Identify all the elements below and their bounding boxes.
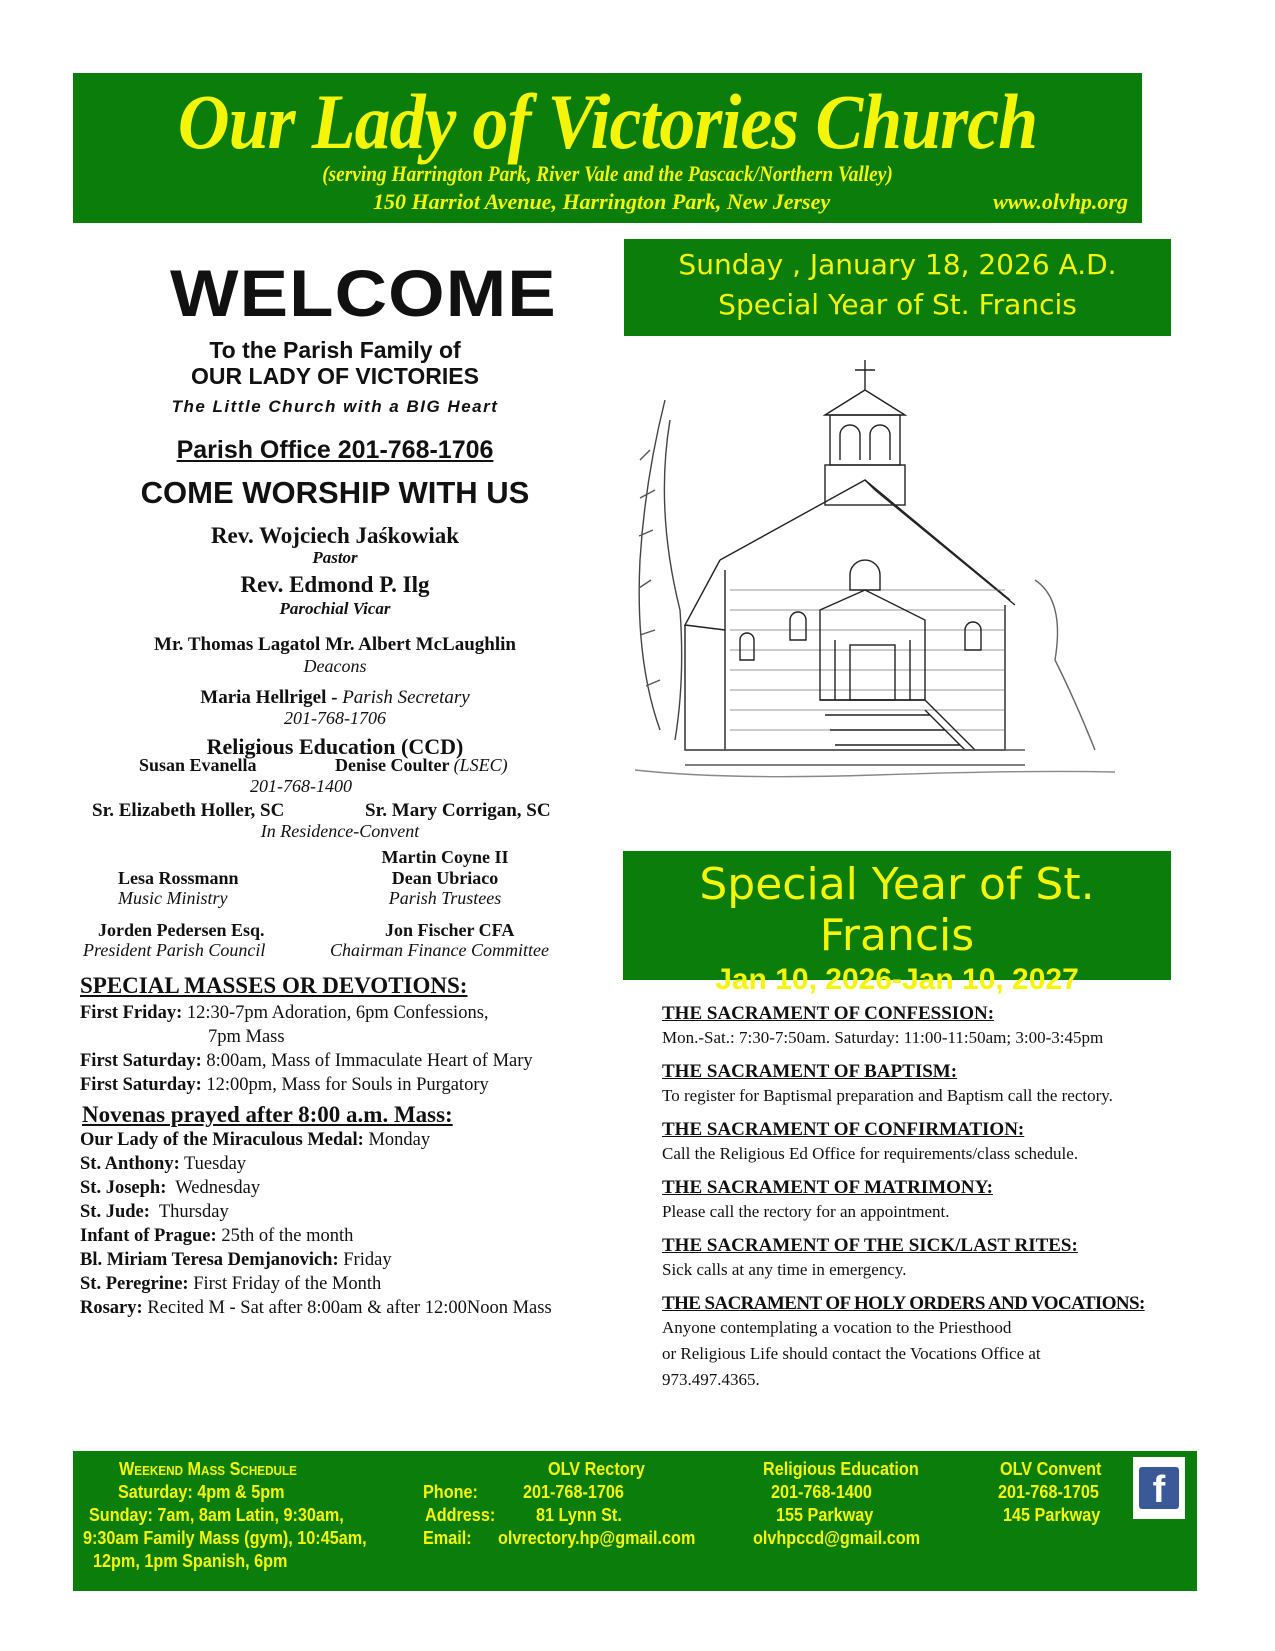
special-mass-item: First Friday: 12:30-7pm Adoration, 6pm Confessions, bbox=[80, 1003, 489, 1023]
sacrament-body: Call the Religious Ed Office for requirements/class schedule. bbox=[662, 1144, 1079, 1163]
bulletin-date: Sunday , January 18, 2026 A.D. bbox=[678, 248, 1117, 281]
religious-ed-address: 155 Parkway bbox=[776, 1505, 874, 1525]
rectory-email-label: Email: bbox=[423, 1528, 472, 1548]
website-link[interactable]: www.olvhp.org bbox=[993, 189, 1128, 214]
mass-schedule-heading: Weekend Mass Schedule bbox=[119, 1459, 297, 1479]
religious-ed-phone[interactable]: 201-768-1400 bbox=[771, 1482, 872, 1502]
secretary bbox=[80, 687, 590, 709]
special-mass-item: First Saturday: 8:00am, Mass of Immaculate Heart of Mary bbox=[80, 1051, 533, 1071]
sacrament-body: Mon.-Sat.: 7:30-7:50am. Saturday: 11:00-11:50am; 3:00-3:45pm bbox=[662, 1028, 1104, 1047]
sacrament-body: To register for Baptismal preparation and Baptism call the rectory. bbox=[662, 1086, 1113, 1105]
novena-item: St. Anthony: Tuesday bbox=[80, 1154, 247, 1174]
mass-schedule-line: Sunday: 7am, 8am Latin, 9:30am, bbox=[89, 1505, 344, 1525]
st-francis-dates: Jan 10, 2026-Jan 10, 2027 bbox=[715, 963, 1079, 996]
novena-item: Our Lady of the Miraculous Medal: Monday bbox=[80, 1130, 431, 1150]
sacrament-sick bbox=[662, 1234, 1182, 1283]
special-masses-heading: SPECIAL MASSES OR DEVOTIONS: bbox=[80, 973, 468, 998]
welcome-heading: WELCOME bbox=[170, 256, 557, 330]
sacrament-matrimony bbox=[662, 1176, 1182, 1225]
sacrament-heading: THE SACRAMENT OF BAPTISM: bbox=[662, 1061, 958, 1082]
date-banner bbox=[624, 239, 1171, 336]
special-masses-list bbox=[80, 1001, 533, 1097]
novenas-list bbox=[80, 1128, 552, 1320]
footer-contact-bar bbox=[73, 1451, 1197, 1591]
sister-2: Sr. Mary Corrigan, SC bbox=[365, 800, 551, 821]
secretary-phone: 201-768-1706 bbox=[284, 708, 386, 728]
serving-subtitle: (serving Harrington Park, River Vale and the Pascack/Northern Valley) bbox=[322, 161, 893, 186]
deacons-names: Mr. Thomas Lagatol Mr. Albert McLaughlin bbox=[154, 634, 516, 655]
sacrament-heading: THE SACRAMENT OF CONFIRMATION: bbox=[662, 1119, 1025, 1140]
pastor-role: Pastor bbox=[312, 548, 358, 567]
novena-item: Infant of Prague: 25th of the month bbox=[80, 1226, 354, 1246]
sacrament-confirmation bbox=[662, 1118, 1182, 1167]
vicar-name: Rev. Edmond P. Ilg bbox=[240, 572, 430, 597]
facebook-button[interactable] bbox=[1133, 1457, 1185, 1519]
parish-office-phone[interactable]: Parish Office 201-768-1706 bbox=[176, 436, 494, 464]
religious-ed-email[interactable]: olvhpccd@gmail.com bbox=[753, 1528, 921, 1548]
header-banner bbox=[73, 73, 1142, 223]
mass-schedule-line: 12pm, 1pm Spanish, 6pm bbox=[93, 1551, 288, 1571]
sacrament-body: Please call the rectory for an appointment. bbox=[662, 1202, 950, 1221]
rectory-heading: OLV Rectory bbox=[548, 1459, 645, 1479]
novena-item: St. Peregrine: First Friday of the Month bbox=[80, 1274, 382, 1294]
ccd-coordinator-2: Denise Coulter (LSEC) bbox=[335, 755, 508, 775]
mass-schedule-line: 9:30am Family Mass (gym), 10:45am, bbox=[83, 1528, 367, 1548]
council-president-name: Jorden Pedersen Esq. bbox=[98, 920, 265, 940]
to-parish-family: To the Parish Family of bbox=[209, 337, 461, 363]
ccd-coordinator-1: Susan Evanella bbox=[139, 755, 257, 775]
finance-chair-name: Jon Fischer CFA bbox=[385, 920, 515, 940]
sacraments-list bbox=[662, 993, 1182, 1393]
sacrament-heading: THE SACRAMENT OF THE SICK/LAST RITES: bbox=[662, 1235, 1078, 1256]
mass-schedule-line: Saturday: 4pm & 5pm bbox=[118, 1482, 285, 1502]
special-mass-item: 7pm Mass bbox=[208, 1027, 285, 1047]
st-francis-banner bbox=[623, 851, 1171, 996]
special-mass-item: First Saturday: 12:00pm, Mass for Souls in Purgatory bbox=[80, 1075, 489, 1095]
rectory-phone[interactable]: 201-768-1706 bbox=[523, 1482, 624, 1502]
sister-1: Sr. Elizabeth Holler, SC bbox=[92, 800, 285, 821]
sacrament-heading: THE SACRAMENT OF MATRIMONY: bbox=[662, 1177, 993, 1198]
finance-role: Chairman Finance Committee bbox=[330, 940, 549, 960]
secretary-name: Maria Hellrigel - bbox=[200, 687, 343, 708]
novena-item: St. Jude: Thursday bbox=[80, 1202, 229, 1222]
church-address: 150 Harriot Avenue, Harrington Park, New Jersey bbox=[373, 189, 831, 214]
convent-heading: OLV Convent bbox=[1000, 1459, 1102, 1479]
rectory-address: 81 Lynn St. bbox=[536, 1505, 622, 1525]
rectory-address-label: Address: bbox=[425, 1505, 496, 1525]
novena-item: Bl. Miriam Teresa Demjanovich: Friday bbox=[80, 1250, 392, 1270]
secretary-role: Parish Secretary bbox=[342, 687, 470, 708]
convent-phone[interactable]: 201-768-1705 bbox=[998, 1482, 1099, 1502]
facebook-icon: f bbox=[1139, 1467, 1179, 1509]
rectory-email[interactable]: olvrectory.hp@gmail.com bbox=[498, 1528, 696, 1548]
trustee-1: Martin Coyne II bbox=[381, 847, 509, 867]
novena-item: St. Joseph: Wednesday bbox=[80, 1178, 261, 1198]
council-role: President Parish Council bbox=[83, 940, 266, 960]
vocations-phone: 973.497.4365. bbox=[662, 1370, 760, 1389]
parish-name: OUR LADY OF VICTORIES bbox=[191, 363, 479, 389]
novenas-heading: Novenas prayed after 8:00 a.m. Mass: bbox=[82, 1102, 453, 1127]
ccd-phone: 201-768-1400 bbox=[250, 776, 352, 796]
church-title: Our Lady of Victories Church bbox=[177, 78, 1038, 165]
vicar-role: Parochial Vicar bbox=[279, 599, 391, 618]
convent-address: 145 Parkway bbox=[1003, 1505, 1101, 1525]
sacrament-holy-orders bbox=[662, 1292, 1182, 1393]
tagline: The Little Church with a BIG Heart bbox=[171, 397, 499, 416]
sacrament-heading: THE SACRAMENT OF HOLY ORDERS AND VOCATIONS: bbox=[662, 1293, 1145, 1314]
sacrament-baptism bbox=[662, 1060, 1182, 1109]
trustees-role: Parish Trustees bbox=[388, 888, 502, 908]
st-francis-title: Special Year of St. Francis bbox=[699, 859, 1095, 961]
special-year-line: Special Year of St. Francis bbox=[718, 288, 1077, 321]
sacrament-confession bbox=[662, 1002, 1182, 1051]
deacons-role: Deacons bbox=[303, 656, 367, 676]
sacrament-body: or Religious Life should contact the Vocations Office at bbox=[662, 1344, 1041, 1363]
music-role: Music Ministry bbox=[118, 888, 228, 908]
come-worship-heading: COME WORSHIP WITH US bbox=[140, 475, 530, 510]
religious-ed-heading: Religious Education bbox=[763, 1459, 919, 1479]
church-drawing-icon bbox=[625, 360, 1125, 800]
trustee-2: Dean Ubriaco bbox=[391, 868, 499, 888]
church-illustration bbox=[625, 360, 1125, 800]
pastor-name: Rev. Wojciech Jaśkowiak bbox=[210, 523, 460, 548]
sacrament-body: Anyone contemplating a vocation to the Priesthood bbox=[662, 1318, 1012, 1337]
sisters-role: In Residence-Convent bbox=[260, 821, 420, 841]
music-director-name: Lesa Rossmann bbox=[118, 868, 239, 888]
rectory-phone-label: Phone: bbox=[423, 1482, 478, 1502]
sacrament-body: Sick calls at any time in emergency. bbox=[662, 1260, 907, 1279]
sacrament-heading: THE SACRAMENT OF CONFESSION: bbox=[662, 1003, 995, 1024]
novena-item: Rosary: Recited M - Sat after 8:00am & after 12:00Noon Mass bbox=[80, 1298, 552, 1318]
ccd-heading: Religious Education (CCD) bbox=[206, 734, 464, 759]
